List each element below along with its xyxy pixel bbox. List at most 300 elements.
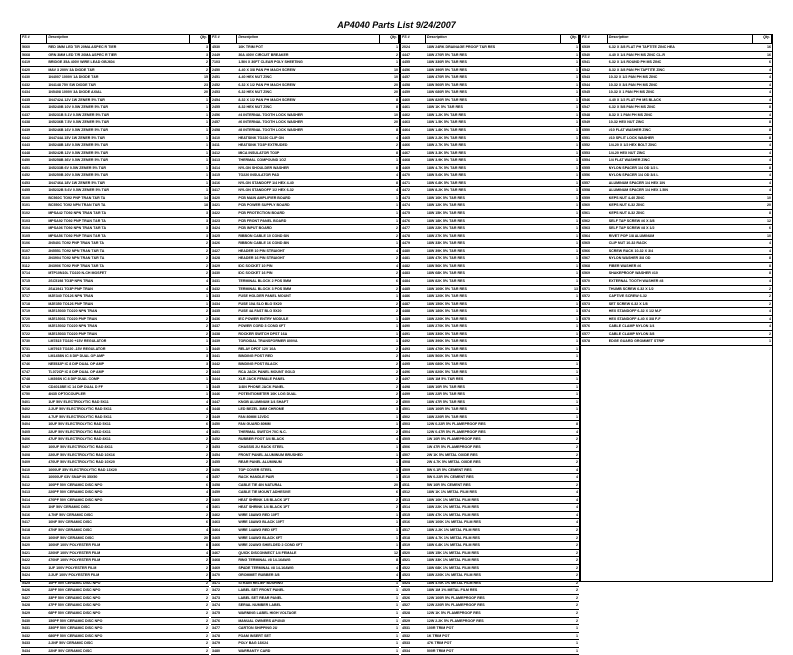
quantity: 8 bbox=[768, 211, 771, 216]
description: 18W 12K 5% T&R RES bbox=[426, 203, 465, 208]
fs-number: 6450 bbox=[22, 158, 30, 163]
fs-number: 6430 bbox=[22, 75, 30, 80]
description: CARTON SHIPPING 2U bbox=[238, 626, 278, 631]
quantity: 1 bbox=[395, 339, 398, 344]
description: 18W 820K 5% T&R RES bbox=[426, 369, 467, 374]
description: 1N4007 1000V 1A DIODE T&R bbox=[48, 75, 99, 80]
table-row bbox=[401, 338, 579, 346]
quantity: 1 bbox=[575, 120, 578, 125]
quantity: 2 bbox=[205, 565, 208, 570]
header-quantity: Qty. bbox=[190, 35, 209, 43]
fs-number: 6749 bbox=[22, 384, 30, 389]
table-row bbox=[581, 180, 772, 188]
header-quantity: Qty. bbox=[561, 35, 579, 43]
description: 18W 470K 1% METAL FILM RES bbox=[426, 580, 481, 585]
quantity: 4 bbox=[395, 188, 398, 193]
table-row bbox=[581, 233, 772, 241]
description: 470UF 50V ELECTROLYTIC RAD 10X20 bbox=[48, 460, 115, 465]
quantity: 2 bbox=[205, 414, 208, 419]
fs-number: 3478 bbox=[212, 633, 220, 638]
description: 18W 390K 5% T&R RES bbox=[426, 339, 467, 344]
table-row bbox=[21, 391, 209, 399]
fs-number: 4480 bbox=[402, 248, 410, 253]
quantity: 2 bbox=[205, 595, 208, 600]
quantity: 1 bbox=[205, 392, 208, 397]
quantity: 3 bbox=[205, 218, 208, 223]
table-row bbox=[401, 640, 579, 648]
description: 18W 180K 5% T&R RES bbox=[426, 309, 467, 314]
quantity: 2 bbox=[395, 505, 398, 510]
quantity: 8 bbox=[205, 543, 208, 548]
table-row bbox=[401, 97, 579, 105]
description: 18W 1K 1% METAL FILM RES bbox=[426, 490, 477, 495]
quantity: 1 bbox=[395, 331, 398, 336]
quantity: 1 bbox=[575, 75, 578, 80]
quantity: 4 bbox=[768, 324, 771, 329]
quantity: 1 bbox=[575, 309, 578, 314]
table-row bbox=[21, 67, 209, 75]
quantity: 2 bbox=[395, 361, 398, 366]
table-row bbox=[401, 361, 579, 369]
description: 18W 120K 5% T&R RES bbox=[426, 294, 467, 299]
table-row bbox=[211, 74, 399, 82]
table-row bbox=[581, 331, 772, 339]
quantity: 8 bbox=[768, 120, 771, 125]
fs-number: 4496 bbox=[402, 369, 410, 374]
table-row bbox=[211, 512, 399, 520]
description: 2.2NF 50V CERAMIC DISC bbox=[48, 641, 93, 646]
description: 10-32 X 1/2 PAN PH MS ZINC bbox=[608, 75, 658, 80]
description: BC550C TO92 NPN TRAN T&R TA bbox=[48, 203, 106, 208]
table-row bbox=[21, 293, 209, 301]
fs-number: 4503 bbox=[402, 422, 410, 427]
table-row bbox=[211, 301, 399, 309]
fs-number: 5429 bbox=[22, 611, 30, 616]
quantity: 3 bbox=[205, 52, 208, 57]
fs-number: 6567 bbox=[582, 256, 590, 261]
description: 8-32 X 1 PAN PH MS ZINC bbox=[608, 112, 653, 117]
table-row bbox=[401, 67, 579, 75]
table-row bbox=[21, 157, 209, 165]
description: 2SA1941 TO3P PNP TRAN bbox=[48, 286, 93, 291]
fs-number: 4505 bbox=[402, 437, 410, 442]
fs-number: 5102 bbox=[22, 211, 30, 216]
fs-number: 4513 bbox=[402, 497, 410, 502]
table-row bbox=[211, 489, 399, 497]
table-row bbox=[401, 74, 579, 82]
description: 6-32 X 5/8 PAN PH MS ZINC bbox=[608, 105, 656, 110]
quantity: 2 bbox=[205, 648, 208, 653]
table-row bbox=[401, 346, 579, 354]
table-row bbox=[21, 497, 209, 505]
description: 18W 6.8K 5% T&R RES bbox=[426, 180, 466, 185]
quantity: 4 bbox=[205, 429, 208, 434]
quantity: 2 bbox=[575, 580, 578, 585]
header-fs-number: FS # bbox=[401, 35, 426, 43]
quantity: 18 bbox=[203, 203, 208, 208]
table-row bbox=[21, 610, 209, 618]
description: HEADER 10 PIN STRAIGHT bbox=[238, 248, 285, 253]
fs-number: 4534 bbox=[402, 648, 410, 653]
quantity: 2 bbox=[575, 535, 578, 540]
table-row bbox=[581, 127, 772, 135]
description: 1N5232B 5.6V 0.5W ZENER 5% T&R bbox=[48, 188, 110, 193]
quantity: 4 bbox=[395, 263, 398, 268]
fs-number: 5430 bbox=[22, 618, 30, 623]
fs-number: 5405 bbox=[22, 429, 30, 434]
table-row bbox=[21, 316, 209, 324]
quantity: 1 bbox=[575, 203, 578, 208]
table-row bbox=[211, 572, 399, 580]
fs-number: 6432 bbox=[22, 82, 30, 87]
table-row bbox=[401, 157, 579, 165]
description: 4N35 OPTOCOUPLER bbox=[48, 392, 86, 397]
fs-number: 6746 bbox=[22, 361, 30, 366]
description: MPSA06 TO92 NPN TRAN T&R TA bbox=[48, 226, 107, 231]
description: WARNING LABEL HIGH VOLTAGE bbox=[238, 611, 297, 616]
fs-number: 6573 bbox=[582, 301, 590, 306]
quantity: 1 bbox=[575, 52, 578, 57]
table-header bbox=[401, 35, 579, 44]
table-row bbox=[211, 595, 399, 603]
fs-number: 3439 bbox=[212, 339, 220, 344]
fs-number: 3474 bbox=[212, 603, 220, 608]
table-row bbox=[581, 135, 772, 143]
quantity: 12 bbox=[766, 218, 771, 223]
fs-number: 3480 bbox=[212, 648, 220, 653]
table-row bbox=[21, 550, 209, 558]
quantity: 1 bbox=[575, 97, 578, 102]
table-row bbox=[401, 452, 579, 460]
description: IEC POWER ENTRY MODULE bbox=[238, 316, 289, 321]
fs-number: 5403 bbox=[22, 414, 30, 419]
quantity: 2 bbox=[205, 603, 208, 608]
quantity: 1 bbox=[205, 346, 208, 351]
description: 18W 220K 1% METAL FILM RES bbox=[426, 573, 481, 578]
table-row bbox=[211, 135, 399, 143]
description: 5W 0.1R 5% CEMENT RES bbox=[426, 467, 472, 472]
table-row bbox=[581, 52, 772, 60]
fs-number: 4477 bbox=[402, 226, 410, 231]
table-row bbox=[401, 210, 579, 218]
table-row bbox=[21, 225, 209, 233]
description: KNOB ALUMINUM 1/4 SHAFT bbox=[238, 399, 289, 404]
description: THUMB SCREW 6-32 X 1/2 bbox=[608, 286, 654, 291]
fs-number: 5409 bbox=[22, 460, 30, 465]
quantity: 16 bbox=[766, 52, 771, 57]
quantity: 1 bbox=[395, 195, 398, 200]
quantity: 1 bbox=[575, 324, 578, 329]
description: GROMMET RUBBER 3/8 bbox=[238, 573, 280, 578]
fs-number: 6448 bbox=[22, 150, 30, 155]
description: RUBBER FOOT 3/4 BLACK bbox=[238, 437, 285, 442]
fs-number: 4526 bbox=[402, 595, 410, 600]
table-row bbox=[211, 233, 399, 241]
description: 18W 270R 5% T&R RES bbox=[426, 52, 467, 57]
fs-number: 4504 bbox=[402, 429, 410, 434]
quantity: 1 bbox=[575, 248, 578, 253]
table-row bbox=[21, 218, 209, 226]
fs-number: 3443 bbox=[212, 369, 220, 374]
fs-number: 4515 bbox=[402, 512, 410, 517]
fs-number: 6547 bbox=[582, 105, 590, 110]
description: MPSA92 TO92 PNP TRAN T&R TA bbox=[48, 218, 106, 223]
quantity: 1 bbox=[205, 377, 208, 382]
quantity: 2 bbox=[205, 248, 208, 253]
description: FUSE 4A FAST BLO 5X20 bbox=[238, 309, 282, 314]
quantity: 2 bbox=[205, 331, 208, 336]
description: 2W 4.7K 5% METAL OXIDE RES bbox=[426, 460, 481, 465]
quantity: 2 bbox=[395, 429, 398, 434]
quantity: 8 bbox=[768, 135, 771, 140]
table-row bbox=[21, 399, 209, 407]
table-row bbox=[21, 240, 209, 248]
fs-number: 6539 bbox=[582, 45, 590, 49]
fs-number: 5722 bbox=[22, 331, 30, 336]
fs-number: 2456 bbox=[212, 112, 220, 117]
fs-number: 3434 bbox=[212, 301, 220, 306]
table-row bbox=[401, 195, 579, 203]
fs-number: 3424 bbox=[212, 226, 220, 231]
quantity: 1 bbox=[395, 618, 398, 623]
quantity: 3 bbox=[205, 233, 208, 238]
description: WIRE 14AWG BLACK 6FT bbox=[238, 535, 283, 540]
quantity: 1 bbox=[395, 241, 398, 246]
table-row bbox=[401, 489, 579, 497]
table-row bbox=[211, 278, 399, 286]
quantity: 1 bbox=[575, 90, 578, 95]
quantity: 1 bbox=[205, 173, 208, 178]
fs-number: 6559 bbox=[582, 195, 590, 200]
table-row bbox=[401, 436, 579, 444]
fs-number: 6556 bbox=[582, 173, 590, 178]
fs-number: 4528 bbox=[402, 611, 410, 616]
description: LABEL SET FRONT PANEL bbox=[238, 588, 285, 593]
fs-number: 5427 bbox=[22, 595, 30, 600]
description: 100R TRIM POT bbox=[426, 626, 454, 631]
description: 18W 4.7K 5% T&R RES bbox=[426, 165, 466, 170]
table-row bbox=[211, 82, 399, 90]
table-row bbox=[211, 89, 399, 97]
fs-number: 6554 bbox=[582, 158, 590, 163]
table-row bbox=[211, 286, 399, 294]
fs-number: 5402 bbox=[22, 407, 30, 412]
description: HEATSINK TO3P EXTRUDED bbox=[238, 143, 288, 148]
fs-number: 5721 bbox=[22, 324, 30, 329]
description: TOP COVER STEEL bbox=[238, 467, 272, 472]
quantity: 4 bbox=[205, 550, 208, 555]
table-row bbox=[211, 240, 399, 248]
description: 18W 470R 5% T&R RES bbox=[426, 75, 467, 80]
quantity: 4 bbox=[205, 407, 208, 412]
table-row bbox=[401, 414, 579, 422]
description: 10NF 50V CERAMIC DISC bbox=[48, 520, 92, 525]
description: 680PF 50V CERAMIC DISC NPO bbox=[48, 633, 103, 638]
quantity: 4 bbox=[768, 278, 771, 283]
description: STRAIN RELIEF BUSHING bbox=[238, 580, 284, 585]
table-row bbox=[21, 444, 209, 452]
description: 1.5IN X 30FT CLEAR POLY SHEETING bbox=[238, 60, 303, 65]
table-row bbox=[581, 157, 772, 165]
fs-number: 6560 bbox=[582, 203, 590, 208]
fs-number: 4506 bbox=[402, 444, 410, 449]
description: 4.7UF 50V ELECTROLYTIC RAD 5X11 bbox=[48, 414, 112, 419]
quantity: 2 bbox=[575, 460, 578, 465]
quantity: 2 bbox=[205, 452, 208, 457]
description: 18W 100K 5% T&R RES bbox=[426, 286, 467, 291]
fs-number: 4463 bbox=[402, 120, 410, 125]
description: 10-32 X 3/4 PAN PH MS ZINC bbox=[608, 82, 658, 87]
header-description: Description bbox=[237, 35, 380, 43]
quantity: 1 bbox=[575, 399, 578, 404]
table-row bbox=[21, 587, 209, 595]
fs-number: 3453 bbox=[212, 444, 220, 449]
table-row bbox=[401, 595, 579, 603]
fs-number: 3412 bbox=[212, 150, 220, 155]
quantity: 1 bbox=[205, 339, 208, 344]
quantity: 1 bbox=[395, 595, 398, 600]
fs-number: 3452 bbox=[212, 437, 220, 442]
fs-number: 6570 bbox=[582, 278, 590, 283]
quantity: 8 bbox=[575, 422, 578, 427]
fs-number: 3410 bbox=[212, 135, 220, 140]
quantity: 6 bbox=[768, 226, 771, 231]
table-row bbox=[401, 165, 579, 173]
fs-number: 4514 bbox=[402, 505, 410, 510]
header-quantity: Qty. bbox=[753, 35, 772, 43]
quantity: 8 bbox=[395, 128, 398, 133]
description: FAN GUARD 80MM bbox=[238, 422, 271, 427]
description: 18W 3.3K 5% T&R RES bbox=[426, 150, 466, 155]
quantity: 1 bbox=[395, 512, 398, 517]
fs-number: 3451 bbox=[212, 429, 220, 434]
fs-number: 3457 bbox=[212, 475, 220, 480]
description: LM7815 TO220 +15V REGULATOR bbox=[48, 339, 107, 344]
fs-number: 6553 bbox=[582, 150, 590, 155]
quantity: 2 bbox=[768, 286, 771, 291]
fs-number: 2454 bbox=[212, 97, 220, 102]
description: HEAT SHRINK 1/4 BLACK 1FT bbox=[238, 505, 290, 510]
fs-number: 5434 bbox=[22, 648, 30, 653]
quantity: 1 bbox=[395, 414, 398, 419]
quantity: 4 bbox=[768, 90, 771, 95]
quantity: 6 bbox=[395, 490, 398, 495]
description: #6 INTERNAL TOOTH LOCK WASHER bbox=[238, 120, 303, 125]
table-row bbox=[401, 301, 579, 309]
quantity: 1 bbox=[575, 158, 578, 163]
fs-number: 5407 bbox=[22, 444, 30, 449]
fs-number: 3472 bbox=[212, 588, 220, 593]
table-row bbox=[211, 602, 399, 610]
table-row bbox=[401, 270, 579, 278]
fs-number: 5718 bbox=[22, 301, 30, 306]
quantity: 1 bbox=[575, 173, 578, 178]
fs-number: 6566 bbox=[582, 248, 590, 253]
table-row bbox=[21, 142, 209, 150]
quantity: 1 bbox=[575, 233, 578, 238]
table-header bbox=[21, 35, 209, 44]
fs-number: 4484 bbox=[402, 278, 410, 283]
quantity: 2 bbox=[575, 550, 578, 555]
table-row bbox=[21, 535, 209, 543]
quantity: 4 bbox=[395, 173, 398, 178]
header-description: Description bbox=[608, 35, 753, 43]
fs-number: 5401 bbox=[22, 399, 30, 404]
quantity: 1 bbox=[575, 180, 578, 185]
header-description: Description bbox=[47, 35, 190, 43]
fs-number: 5412 bbox=[22, 482, 30, 487]
quantity: 10 bbox=[393, 75, 398, 80]
table-row bbox=[211, 225, 399, 233]
fs-number: 4471 bbox=[402, 180, 410, 185]
description: EDGE GUARD GROMMET STRIP bbox=[608, 339, 665, 344]
fs-number: 4525 bbox=[402, 588, 410, 593]
fs-number: 4519 bbox=[402, 543, 410, 548]
fs-number: 4455 bbox=[402, 60, 410, 65]
fs-number: 3420 bbox=[212, 195, 220, 200]
fs-number: 6543 bbox=[582, 75, 590, 80]
fs-number: 5415 bbox=[22, 505, 30, 510]
description: 18W 39K 5% T&R RES bbox=[426, 248, 465, 253]
quantity: 1 bbox=[575, 105, 578, 110]
table-row bbox=[211, 504, 399, 512]
quantity: 2 bbox=[395, 256, 398, 261]
fs-number: 4493 bbox=[402, 346, 410, 351]
quantity: 1 bbox=[395, 641, 398, 646]
description: TERMINAL BLOCK 3 POS 5MM bbox=[238, 286, 292, 291]
description: 18W 2.7K 5% T&R RES bbox=[426, 143, 466, 148]
quantity: 14 bbox=[203, 195, 208, 200]
fs-number: 3421 bbox=[212, 203, 220, 208]
quantity: 20 bbox=[393, 82, 398, 87]
fs-number: 3456 bbox=[212, 467, 220, 472]
table-row bbox=[401, 519, 579, 527]
description: 1000UF 35V ELECTROLYTIC RAD 13X20 bbox=[48, 467, 117, 472]
description: HEX STANDOFF 4-40 X 3/8 F-F bbox=[608, 316, 661, 321]
description: 4-40 X 1/4 PAN PH MS ZINC CL-R bbox=[608, 52, 665, 57]
fs-number: 2455 bbox=[212, 105, 220, 110]
fs-number: 6558 bbox=[582, 188, 590, 193]
table-row bbox=[211, 474, 399, 482]
fs-number: 2451 bbox=[212, 75, 220, 80]
quantity: 1 bbox=[575, 414, 578, 419]
table-row bbox=[211, 248, 399, 256]
description: FUSE 10A SLO BLO 5X20 bbox=[238, 301, 282, 306]
quantity: 1 bbox=[575, 331, 578, 336]
fs-number: 6452 bbox=[22, 173, 30, 178]
description: NE5532P IC 8 DIP DUAL OP AMP bbox=[48, 361, 105, 366]
table-row bbox=[211, 210, 399, 218]
quantity: 1 bbox=[395, 324, 398, 329]
fs-number: 6562 bbox=[582, 218, 590, 223]
table-row bbox=[581, 97, 772, 105]
table-header bbox=[211, 35, 399, 44]
quantity: 1 bbox=[205, 158, 208, 163]
description: 1N5250B 20V 0.5W ZENER 5% T&R bbox=[48, 173, 109, 178]
quantity: 1 bbox=[575, 316, 578, 321]
table-row bbox=[401, 278, 579, 286]
description: NYLON SPACER 1/4 OD 3/4 L bbox=[608, 173, 659, 178]
description: 18W 560K 5% T&R RES bbox=[426, 354, 467, 359]
quantity: 1 bbox=[205, 128, 208, 133]
description: IDC SOCKET 16 PIN bbox=[238, 271, 273, 276]
table-row bbox=[21, 195, 209, 203]
table-row bbox=[21, 44, 209, 52]
quantity: 2 bbox=[395, 346, 398, 351]
table-row bbox=[401, 557, 579, 565]
fs-number: 4490 bbox=[402, 324, 410, 329]
quantity: 1 bbox=[395, 535, 398, 540]
